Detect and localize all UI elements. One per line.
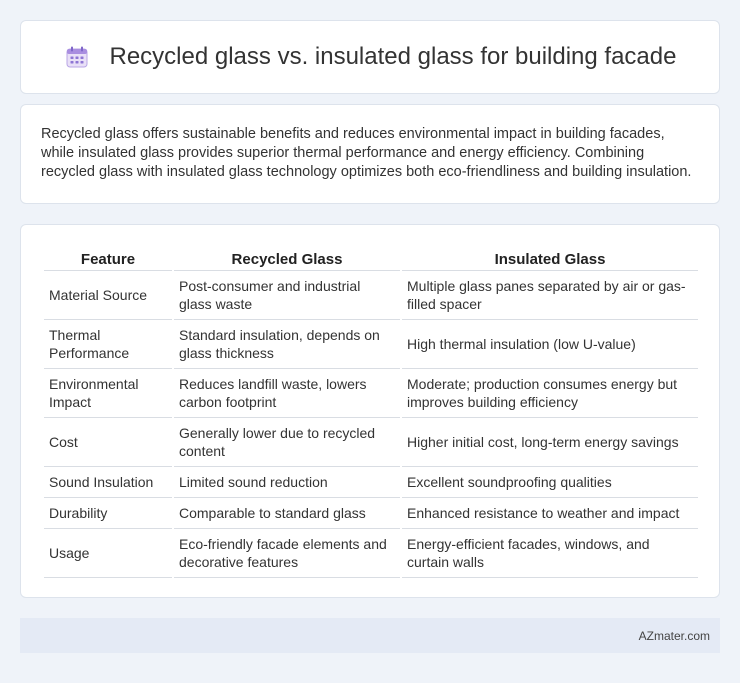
footer-brand: AZmater.com	[638, 628, 710, 643]
insulated-glass-cell: High thermal insulation (low U-value)	[402, 320, 698, 369]
calendar-icon	[64, 44, 90, 70]
insulated-glass-cell: Moderate; production consumes energy but improves building efficiency	[402, 369, 698, 418]
column-header-insulated-glass: Insulated Glass	[402, 245, 698, 271]
feature-cell: Cost	[44, 418, 172, 467]
column-header-feature: Feature	[44, 245, 172, 271]
comparison-table-card	[20, 224, 720, 598]
table-row	[44, 418, 698, 467]
title-card	[20, 20, 720, 94]
comparison-table	[42, 245, 700, 578]
table-row	[44, 498, 698, 529]
footer	[20, 618, 720, 653]
insulated-glass-cell: Higher initial cost, long-term energy savings	[402, 418, 698, 467]
table-header-row	[44, 245, 698, 271]
recycled-glass-cell: Reduces landfill waste, lowers carbon footprint	[174, 369, 400, 418]
recycled-glass-cell: Eco-friendly facade elements and decorative features	[174, 529, 400, 578]
table-row	[44, 320, 698, 369]
feature-cell: Sound Insulation	[44, 467, 172, 498]
recycled-glass-cell: Post-consumer and industrial glass waste	[174, 271, 400, 320]
recycled-glass-cell: Standard insulation, depends on glass thickness	[174, 320, 400, 369]
insulated-glass-cell: Enhanced resistance to weather and impact	[402, 498, 698, 529]
recycled-glass-cell: Comparable to standard glass	[174, 498, 400, 529]
table-row	[44, 467, 698, 498]
summary-card	[20, 104, 720, 204]
feature-cell: Usage	[44, 529, 172, 578]
recycled-glass-cell: Limited sound reduction	[174, 467, 400, 498]
insulated-glass-cell: Multiple glass panes separated by air or gas-filled spacer	[402, 271, 698, 320]
column-header-recycled-glass: Recycled Glass	[174, 245, 400, 271]
feature-cell: Thermal Performance	[44, 320, 172, 369]
feature-cell: Environmental Impact	[44, 369, 172, 418]
table-row	[44, 369, 698, 418]
recycled-glass-cell: Generally lower due to recycled content	[174, 418, 400, 467]
summary-text: Recycled glass offers sustainable benefits and reduces environmental impact in building facades, while insulated glass provides superior thermal performance and energy efficiency. Combining recycled glass with insulated glass technology optimizes both eco-friendliness and building insulation.	[41, 126, 692, 180]
table-row	[44, 271, 698, 320]
feature-cell: Durability	[44, 498, 172, 529]
table-row	[44, 529, 698, 578]
insulated-glass-cell: Energy-efficient facades, windows, and curtain walls	[402, 529, 698, 578]
page-title: Recycled glass vs. insulated glass for building facade	[109, 43, 677, 70]
insulated-glass-cell: Excellent soundproofing qualities	[402, 467, 698, 498]
feature-cell: Material Source	[44, 271, 172, 320]
